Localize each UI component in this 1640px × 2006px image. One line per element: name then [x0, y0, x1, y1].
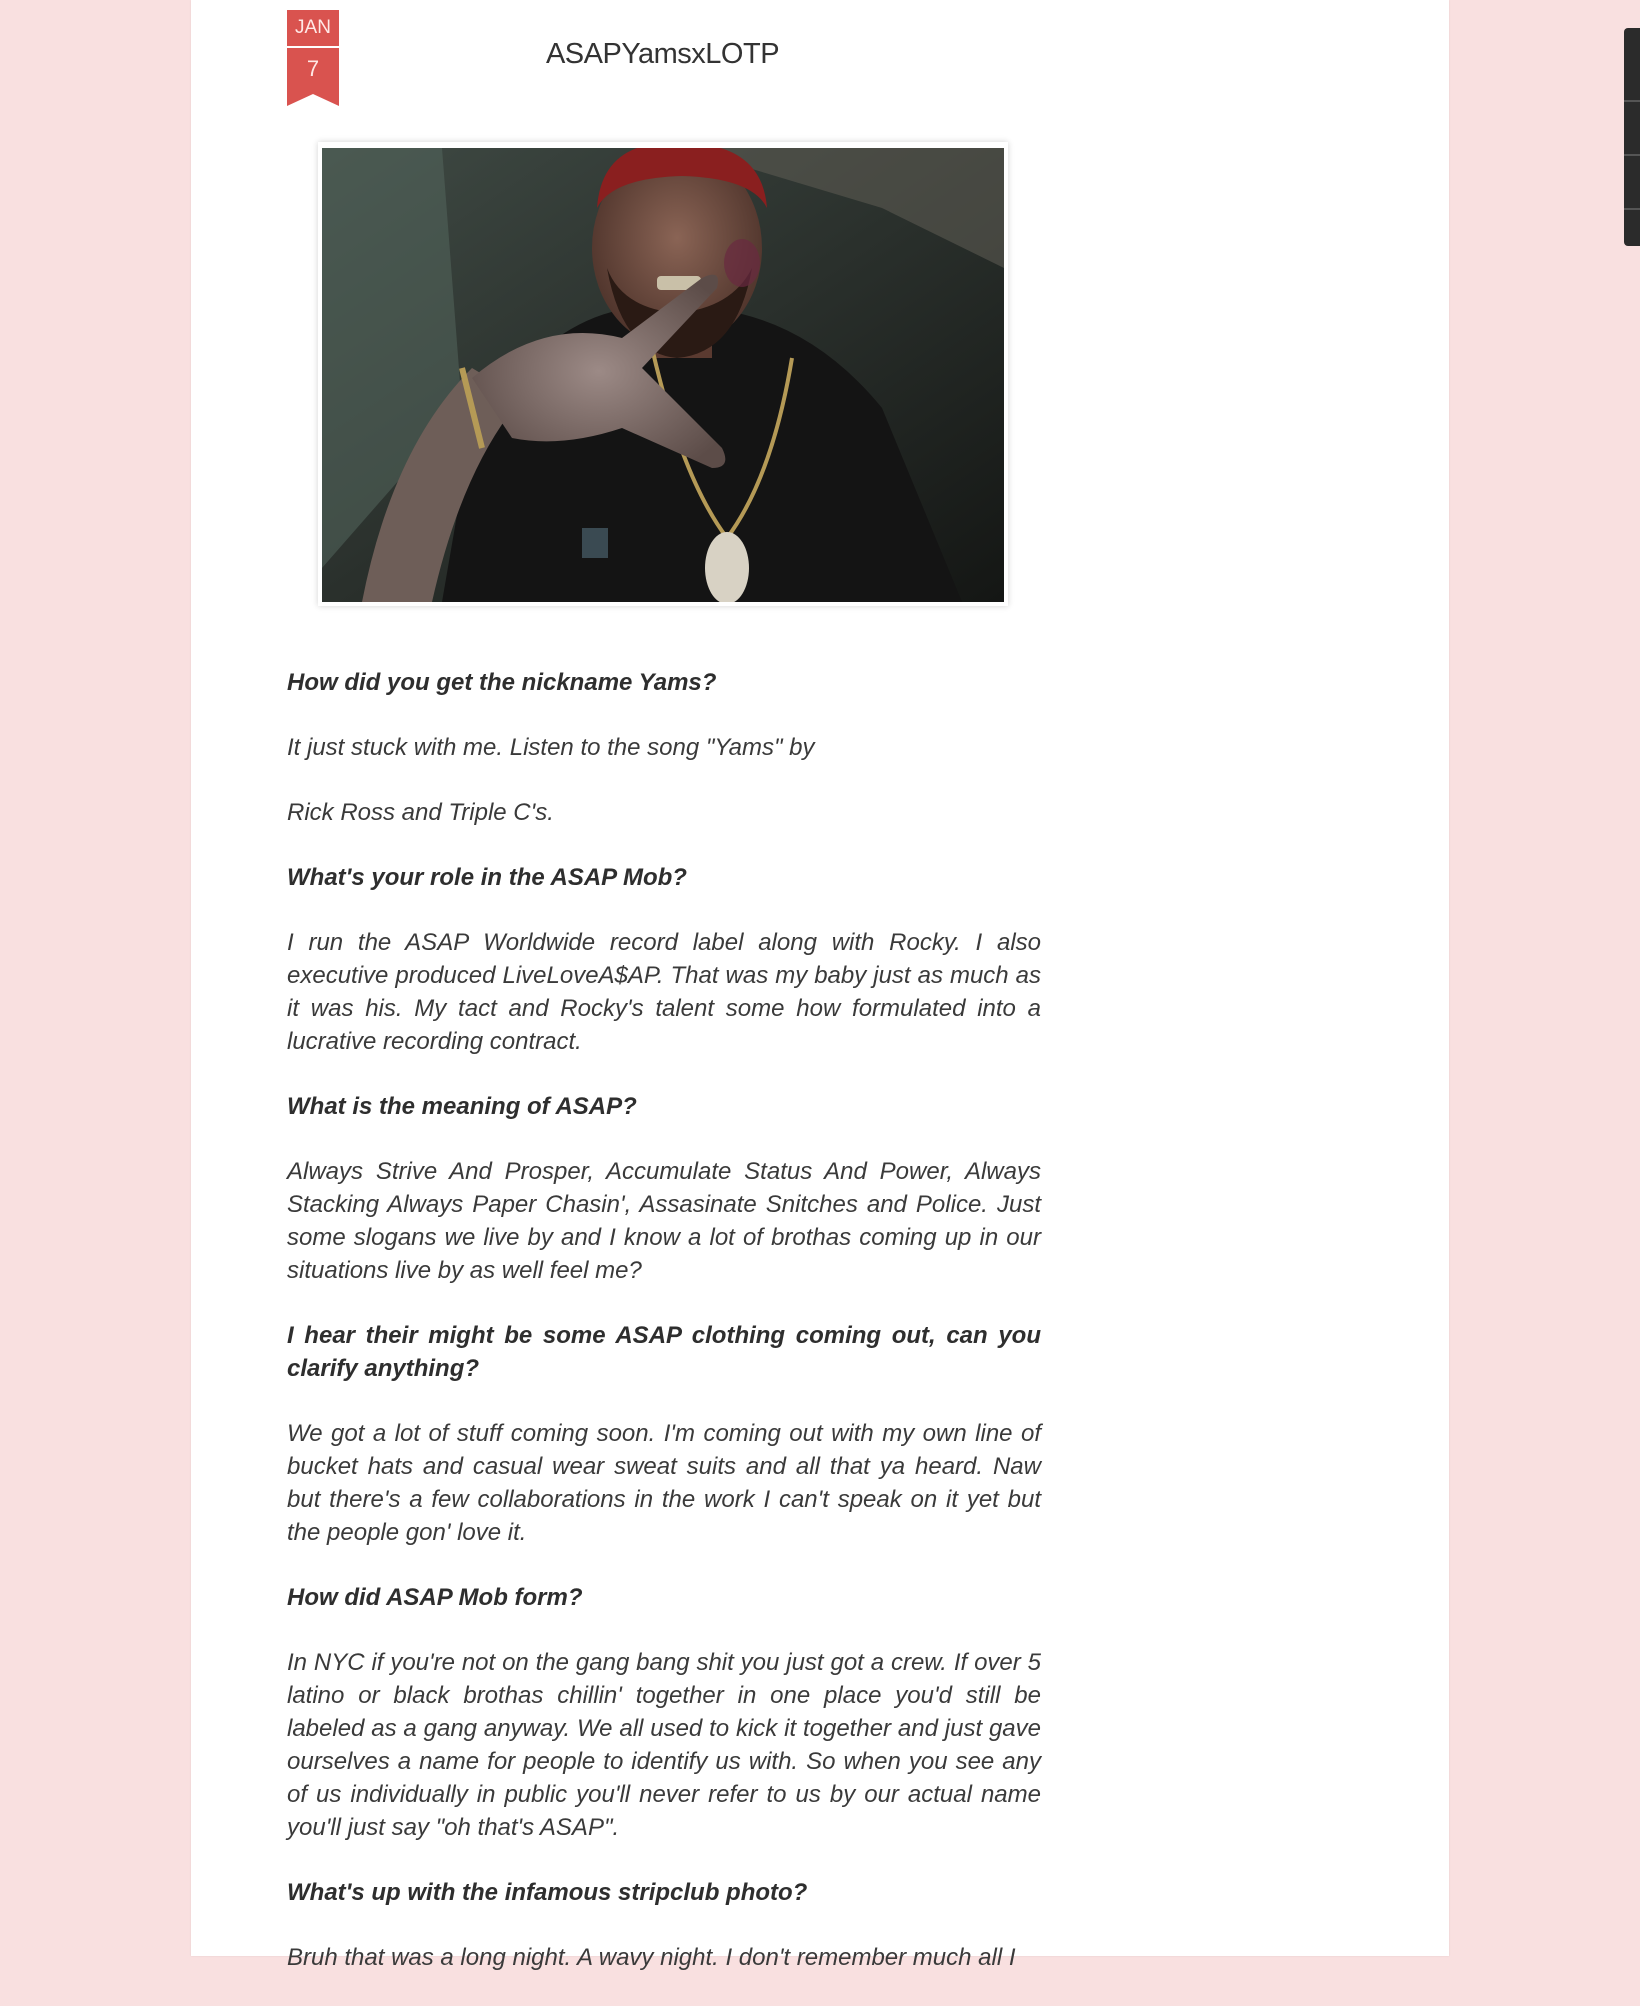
date-day-flag: [287, 48, 339, 106]
post-title-link[interactable]: ASAPYamsxLOTP: [545, 38, 780, 70]
interview-answer: In NYC if you're not on the gang bang shit you just got a crew. If over 5 latino or black brothas chillin' together in one place you'd still be labeled as a gang anyway. We all used to kick it together and just gave ourselves a name for people to identify us with. So when you see any of us individually in public you'll never refer to us by our actual name you'll just say "oh that's ASAP".: [287, 1649, 1041, 1841]
interview-question: I hear their might be some ASAP clothing coming out, can you clarify anything?: [287, 1322, 1041, 1382]
post-photo-image: [322, 148, 1004, 602]
interview-question: What's your role in the ASAP Mob?: [287, 864, 687, 891]
interview-question: How did ASAP Mob form?: [287, 1584, 583, 1611]
date-day: 7: [306, 56, 320, 81]
side-panel-divider: [1624, 100, 1640, 102]
interview-question: What is the meaning of ASAP?: [287, 1093, 637, 1120]
interview-answer: I run the ASAP Worldwide record label along with Rocky. I also executive produced LiveLoveA$AP. That was my baby just as much as it was his. My tact and Rocky's talent some how formulated into a lucrative recording contract.: [287, 929, 1041, 1055]
interview-answer: It just stuck with me. Listen to the song "Yams" by: [287, 734, 815, 761]
side-panel-tab[interactable]: [1624, 28, 1640, 246]
interview-answer: Bruh that was a long night. A wavy night. I don't remember much all I: [287, 1944, 1016, 1971]
date-ribbon: [287, 10, 339, 106]
side-panel-divider: [1624, 154, 1640, 156]
interview-question: How did you get the nickname Yams?: [287, 669, 717, 696]
interview-question: What's up with the infamous stripclub photo?: [287, 1879, 808, 1906]
post-photo[interactable]: [318, 142, 1008, 606]
date-month: JAN: [287, 10, 339, 46]
interview-answer: We got a lot of stuff coming soon. I'm coming out with my own line of bucket hats and casual wear sweat suits and all that ya heard. Naw but there's a few collaborations in the work I can't speak on it yet but the people gon' love it.: [287, 1420, 1041, 1546]
side-panel-divider: [1624, 208, 1640, 210]
article-body: [287, 666, 1041, 2006]
interview-answer: Rick Ross and Triple C's.: [287, 799, 554, 826]
interview-answer: Always Strive And Prosper, Accumulate Status And Power, Always Stacking Always Paper Chasin', Assasinate Snitches and Police. Just some slogans we live by and I know a lot of brothas coming up in our situations live by as well feel me?: [287, 1158, 1041, 1284]
